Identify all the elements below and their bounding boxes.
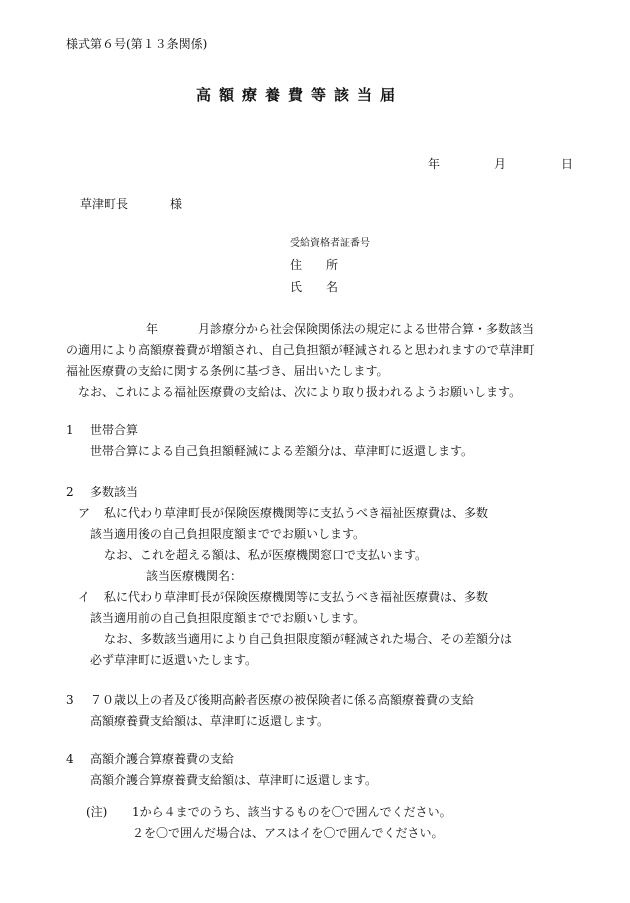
section-2-a-line4: 該当医療機関名： <box>146 569 243 583</box>
addressee-name: 草津町長 <box>80 197 129 211</box>
note-line2: ２を〇で囲んだ場合は、アスはイを〇で囲んでください。 <box>132 826 444 840</box>
section-1-body: 世帯合算による自己負担額軽減による差額分は、草津町に返還します。 <box>90 444 474 458</box>
section-4-number: 4 <box>66 752 74 766</box>
section-2-i-mark: イ <box>78 590 91 604</box>
addressee-honorific: 様 <box>170 197 183 211</box>
cert-number-label: 受給資格者証番号 <box>290 238 370 249</box>
section-3-number: 3 <box>66 693 74 707</box>
section-2-heading: 多数該当 <box>90 485 139 499</box>
section-3-body: 高額療養費支給額は、草津町に返還します。 <box>90 714 330 728</box>
section-1-heading: 世帯合算 <box>90 423 139 437</box>
date-month-label: 月 <box>494 157 507 171</box>
date-day-label: 日 <box>561 157 574 171</box>
section-2-a-line3: なお、これを超える額は、私が医療機関窓口で支払います。 <box>104 548 428 562</box>
intro-line4: なお、これによる福祉医療費の支給は、次により取り扱われるようお願いします。 <box>78 385 522 399</box>
intro-line1: 月診療分から社会保険関係法の規定による世帯合算・多数該当 <box>198 322 535 336</box>
intro-line2: の適用により高額療養費が増額され、自己負担額が軽減されると思われますので草津町 <box>66 343 535 357</box>
section-4-heading: 高額介護合算療養費の支給 <box>90 752 235 766</box>
section-2-i-line4: 必ず草津町に返還いたします。 <box>90 653 258 667</box>
note-line1: 1から４までのうち、該当するものを〇で囲んでください。 <box>132 805 452 819</box>
note-label: (注) <box>86 805 108 819</box>
form-label: 様式第６号(第１３条関係) <box>66 37 208 51</box>
intro-line3: 福祉医療費の支給に関する条例に基づき、届出いたします。 <box>66 364 389 378</box>
document-title: 高額療養費等該当届 <box>196 86 404 104</box>
section-3-heading: ７０歳以上の者及び後期高齢者医療の被保険者に係る高額療養費の支給 <box>90 693 475 707</box>
section-2-i-line1: 私に代わり草津町長が保険医療機関等に支払うべき福祉医療費は、多数 <box>104 590 489 604</box>
section-2-i-line2: 該当適用前の自己負担限度額まででお願いします。 <box>90 611 366 625</box>
section-2-number: 2 <box>66 485 74 499</box>
name-label: 氏 名 <box>290 280 339 294</box>
section-1-number: 1 <box>66 423 74 437</box>
section-2-a-line2: 該当適用後の自己負担限度額まででお願いします。 <box>90 527 366 541</box>
section-4-body: 高額介護合算療養費支給額は、草津町に返還します。 <box>90 773 378 787</box>
section-2-a-mark: ア <box>78 506 91 520</box>
section-2-i-line3: なお、多数該当適用により自己負担限度額が軽減された場合、その差額分は <box>104 632 513 646</box>
address-label: 住 所 <box>290 258 339 272</box>
intro-year: 年 <box>146 322 159 336</box>
section-2-a-line1: 私に代わり草津町長が保険医療機関等に支払うべき福祉医療費は、多数 <box>104 506 489 520</box>
date-year-label: 年 <box>428 157 441 171</box>
